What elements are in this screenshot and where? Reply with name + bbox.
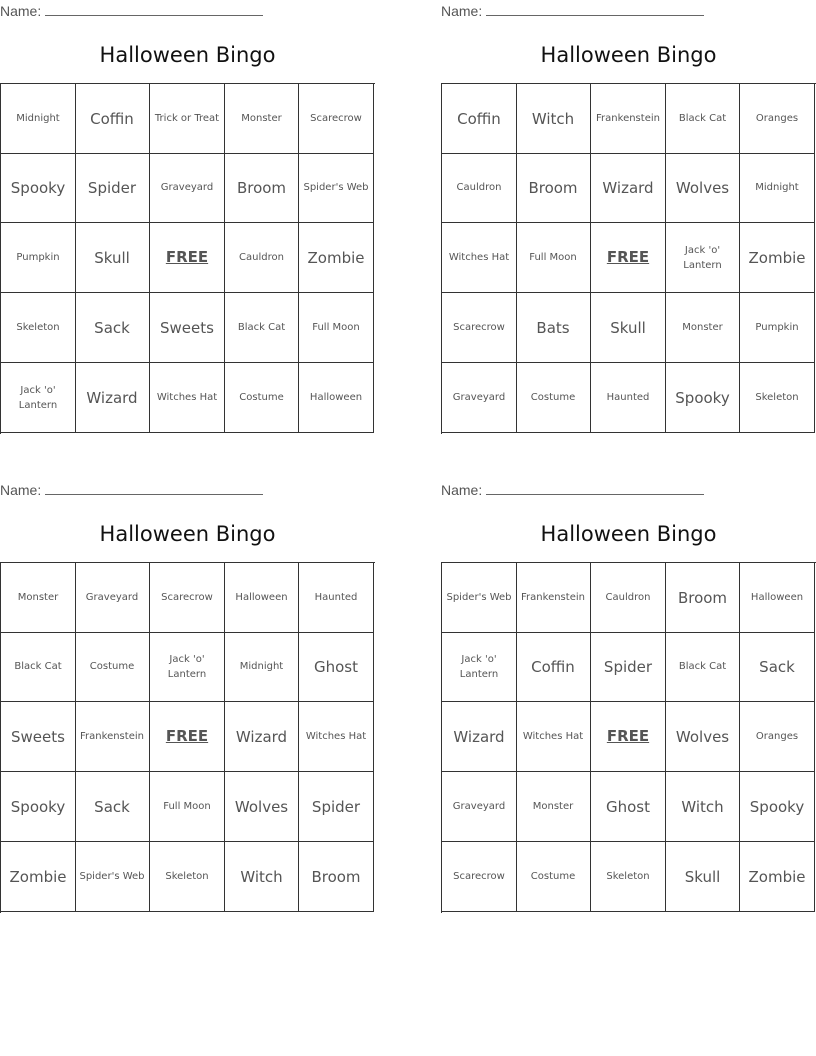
bingo-cell[interactable]: Halloween [740,563,815,633]
bingo-cell[interactable]: Oranges [740,84,815,154]
bingo-card-3 [0,479,375,914]
bingo-cell[interactable]: Wizard [225,702,299,772]
bingo-cell[interactable]: Coffin [75,84,150,154]
bingo-cell[interactable]: Spider [299,772,374,842]
bingo-cell[interactable]: Ghost [299,632,374,702]
name-underline[interactable] [45,481,263,495]
bingo-cell[interactable]: Spider's Web [299,153,374,223]
bingo-cell[interactable]: Sack [75,772,150,842]
bingo-cell[interactable]: Wolves [225,772,299,842]
bingo-cell[interactable]: Jack 'o' Lantern [666,223,740,293]
bingo-cell[interactable]: Pumpkin [740,293,815,363]
bingo-cell[interactable]: Scarecrow [442,842,517,912]
bingo-cell[interactable]: Halloween [225,563,299,633]
bingo-cell[interactable]: Skeleton [150,842,225,912]
bingo-card-1 [0,0,375,435]
bingo-cell[interactable]: Witches Hat [516,702,591,772]
bingo-cell[interactable]: Skeleton [1,293,76,363]
bingo-cell[interactable]: Midnight [225,632,299,702]
bingo-cell[interactable]: Skull [591,293,666,363]
bingo-cell[interactable]: Scarecrow [150,563,225,633]
bingo-cell[interactable]: Broom [299,842,374,912]
bingo-cell[interactable]: Jack 'o' Lantern [442,632,517,702]
bingo-grid [0,562,375,913]
bingo-cell[interactable]: Midnight [1,84,76,154]
name-label: Name: [0,482,42,498]
bingo-card-2 [441,0,816,435]
bingo-cell[interactable]: Spooky [666,363,740,433]
free-space[interactable]: FREE [591,702,666,772]
bingo-cell[interactable]: Broom [225,153,299,223]
bingo-cell[interactable]: Cauldron [442,153,517,223]
bingo-cell[interactable]: Zombie [740,223,815,293]
bingo-cell[interactable]: Spider's Web [442,563,517,633]
bingo-cell[interactable]: Skeleton [591,842,666,912]
bingo-cell[interactable]: Oranges [740,702,815,772]
bingo-cell[interactable]: Spooky [740,772,815,842]
bingo-cell[interactable]: Full Moon [150,772,225,842]
bingo-cell[interactable]: Trick or Treat [150,84,225,154]
card-title: Halloween Bingo [540,43,717,67]
name-underline[interactable] [486,2,704,16]
free-space[interactable]: FREE [150,223,225,293]
bingo-cell[interactable]: Monster [516,772,591,842]
bingo-cell[interactable]: Jack 'o' Lantern [150,632,225,702]
bingo-cell[interactable]: Costume [75,632,150,702]
bingo-cell[interactable]: Graveyard [150,153,225,223]
bingo-cell[interactable]: Spider [591,632,666,702]
bingo-cell[interactable]: Coffin [516,632,591,702]
bingo-cell[interactable]: Midnight [740,153,815,223]
name-field[interactable] [441,2,704,20]
bingo-grid [441,562,816,913]
bingo-cell[interactable]: Scarecrow [299,84,374,154]
bingo-cell[interactable]: Sweets [1,702,76,772]
name-field[interactable] [0,2,263,20]
bingo-cell[interactable]: Witch [225,842,299,912]
bingo-cell[interactable]: Bats [516,293,591,363]
bingo-cell[interactable]: Zombie [1,842,76,912]
name-field[interactable] [0,481,263,499]
free-space[interactable]: FREE [150,702,225,772]
bingo-cell[interactable]: Monster [666,293,740,363]
bingo-cell[interactable]: Skull [75,223,150,293]
name-underline[interactable] [486,481,704,495]
bingo-cell[interactable]: Witch [516,84,591,154]
bingo-cell[interactable]: Scarecrow [442,293,517,363]
bingo-cell[interactable]: Jack 'o' Lantern [1,363,76,433]
bingo-cell[interactable]: Skull [666,842,740,912]
bingo-cell[interactable]: Full Moon [516,223,591,293]
bingo-cell[interactable]: Wolves [666,153,740,223]
bingo-cell[interactable]: Broom [516,153,591,223]
bingo-card-4 [441,479,816,914]
bingo-cell[interactable]: Haunted [299,563,374,633]
bingo-cell[interactable]: Wolves [666,702,740,772]
bingo-cell[interactable]: Witches Hat [299,702,374,772]
bingo-cell[interactable]: Wizard [591,153,666,223]
bingo-cell[interactable]: Black Cat [666,84,740,154]
card-title: Halloween Bingo [540,522,717,546]
name-label: Name: [0,3,42,19]
bingo-cell[interactable]: Spooky [1,772,76,842]
bingo-cell[interactable]: Sack [75,293,150,363]
bingo-cell[interactable]: Pumpkin [1,223,76,293]
bingo-cell[interactable]: Skeleton [740,363,815,433]
bingo-cell[interactable]: Graveyard [442,772,517,842]
name-field[interactable] [441,481,704,499]
bingo-cell[interactable]: Frankenstein [591,84,666,154]
bingo-cell[interactable]: Zombie [299,223,374,293]
name-label: Name: [441,3,483,19]
bingo-cell[interactable]: Monster [1,563,76,633]
bingo-cell[interactable]: Black Cat [666,632,740,702]
bingo-cell[interactable]: Wizard [75,363,150,433]
bingo-cell[interactable]: Monster [225,84,299,154]
bingo-cell[interactable]: Cauldron [225,223,299,293]
bingo-cell[interactable]: Halloween [299,363,374,433]
bingo-cell[interactable]: Spider [75,153,150,223]
bingo-grid [0,83,375,434]
bingo-cell[interactable]: Full Moon [299,293,374,363]
card-title: Halloween Bingo [99,522,276,546]
bingo-cell[interactable]: Costume [225,363,299,433]
bingo-cell[interactable]: Costume [516,842,591,912]
name-label: Name: [441,482,483,498]
bingo-cell[interactable]: Spooky [1,153,76,223]
bingo-cell[interactable]: Wizard [442,702,517,772]
bingo-cell[interactable]: Witches Hat [442,223,517,293]
bingo-cell[interactable]: Black Cat [1,632,76,702]
free-space[interactable]: FREE [591,223,666,293]
bingo-cell[interactable]: Graveyard [442,363,517,433]
bingo-cell[interactable]: Witch [666,772,740,842]
card-title: Halloween Bingo [99,43,276,67]
bingo-cell[interactable]: Costume [516,363,591,433]
bingo-cell[interactable]: Broom [666,563,740,633]
bingo-cell[interactable]: Haunted [591,363,666,433]
bingo-cell[interactable]: Coffin [442,84,517,154]
bingo-cell[interactable]: Zombie [740,842,815,912]
bingo-cell[interactable]: Ghost [591,772,666,842]
name-underline[interactable] [45,2,263,16]
bingo-cell[interactable]: Spider's Web [75,842,150,912]
bingo-cell[interactable]: Frankenstein [516,563,591,633]
bingo-cell[interactable]: Sack [740,632,815,702]
bingo-grid [441,83,816,434]
bingo-cell[interactable]: Frankenstein [75,702,150,772]
bingo-cell[interactable]: Witches Hat [150,363,225,433]
bingo-cell[interactable]: Sweets [150,293,225,363]
bingo-cell[interactable]: Cauldron [591,563,666,633]
bingo-cell[interactable]: Black Cat [225,293,299,363]
bingo-cell[interactable]: Graveyard [75,563,150,633]
